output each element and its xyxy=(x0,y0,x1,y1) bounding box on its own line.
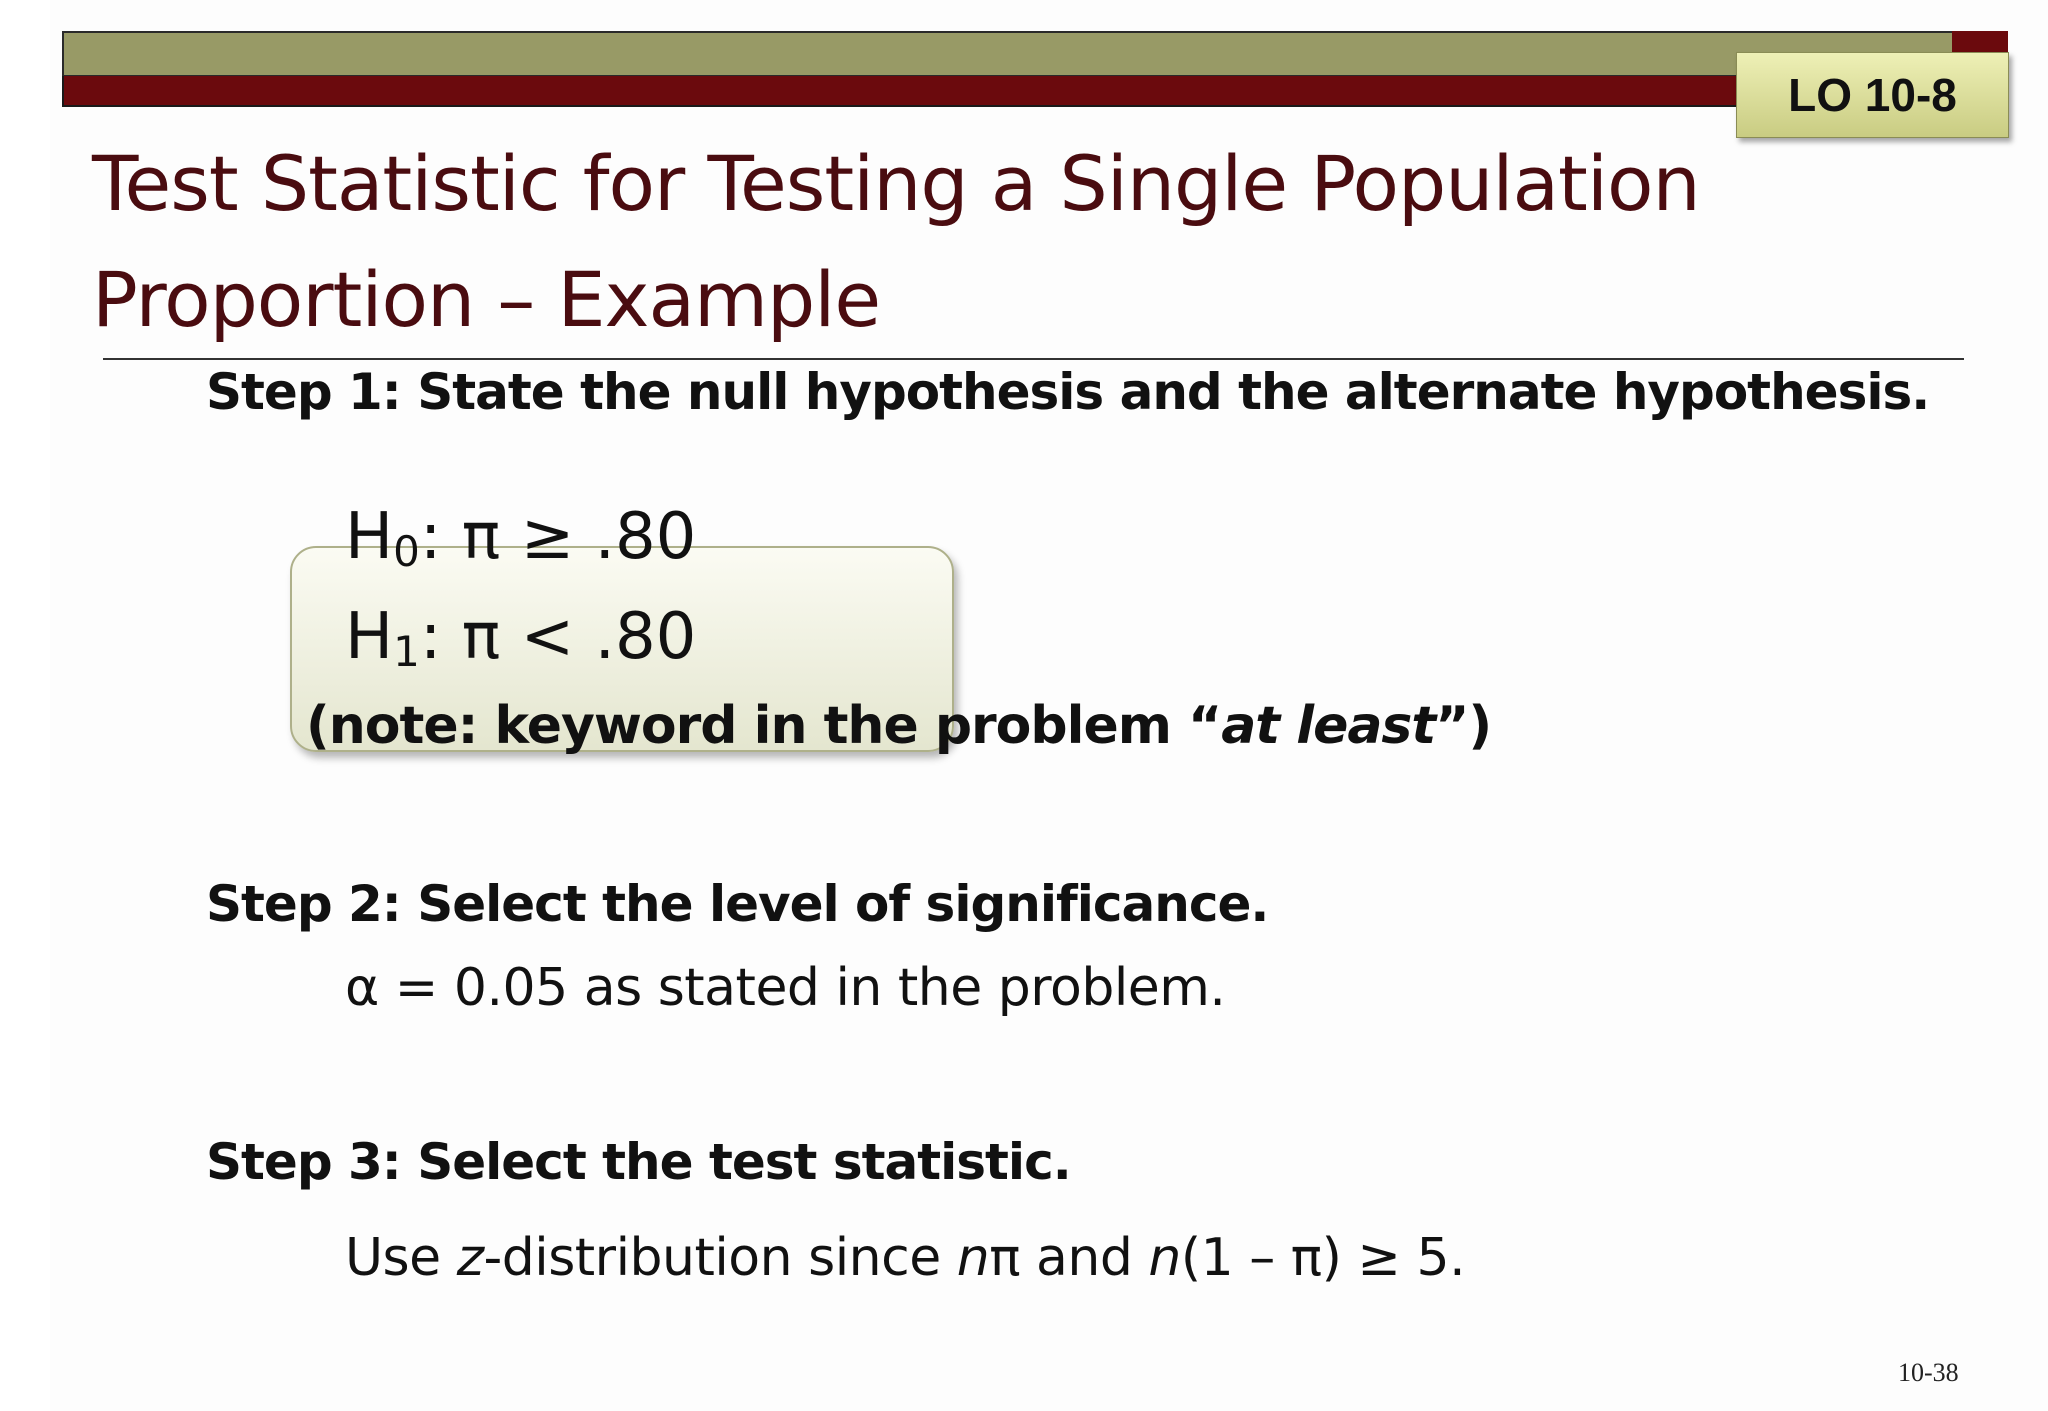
null-hypothesis xyxy=(345,500,696,574)
header-bar-olive xyxy=(62,31,1960,77)
step1-heading: Step 1: State the null hypothesis and the alternate hypothesis. xyxy=(206,363,1930,421)
step3-heading: Step 3: Select the test statistic. xyxy=(206,1133,1071,1191)
left-margin xyxy=(0,0,50,1411)
step2-heading: Step 2: Select the level of significance. xyxy=(206,875,1269,933)
title-line-1: Test Statistic for Testing a Single Population xyxy=(92,139,1700,228)
h1-subscript: 1 xyxy=(393,627,420,676)
h0-symbol: H xyxy=(345,500,394,574)
page-number: 10-38 xyxy=(1898,1358,1959,1387)
step3-text-a: Use xyxy=(345,1228,457,1288)
step3-z: z xyxy=(456,1228,484,1288)
h0-subscript: 0 xyxy=(393,527,420,576)
title-divider xyxy=(103,358,1964,360)
step3-n2: n xyxy=(1148,1228,1181,1288)
step3-text-c: π and xyxy=(989,1228,1149,1288)
note-suffix: ”) xyxy=(1435,696,1492,756)
note-prefix: (note: keyword in the problem “ xyxy=(306,696,1222,756)
step3-text-d: (1 – π) ≥ 5. xyxy=(1180,1228,1466,1288)
h0-statement: : π ≥ .80 xyxy=(419,500,697,574)
lo-badge: LO 10-8 xyxy=(1736,52,2009,138)
title-line-2: Proportion – Example xyxy=(92,255,881,344)
step3-n1: n xyxy=(956,1228,990,1288)
note-keyword: at least xyxy=(1221,696,1436,756)
step3-text-b: -distribution since xyxy=(483,1228,957,1288)
alternate-hypothesis xyxy=(345,600,696,674)
h1-statement: : π < .80 xyxy=(419,600,697,674)
step3-body xyxy=(345,1228,1465,1288)
header-bar-red xyxy=(62,76,1960,107)
keyword-note xyxy=(306,696,1491,756)
slide-title xyxy=(92,126,1892,358)
h1-symbol: H xyxy=(345,600,394,674)
step2-body: α = 0.05 as stated in the problem. xyxy=(345,958,1226,1018)
